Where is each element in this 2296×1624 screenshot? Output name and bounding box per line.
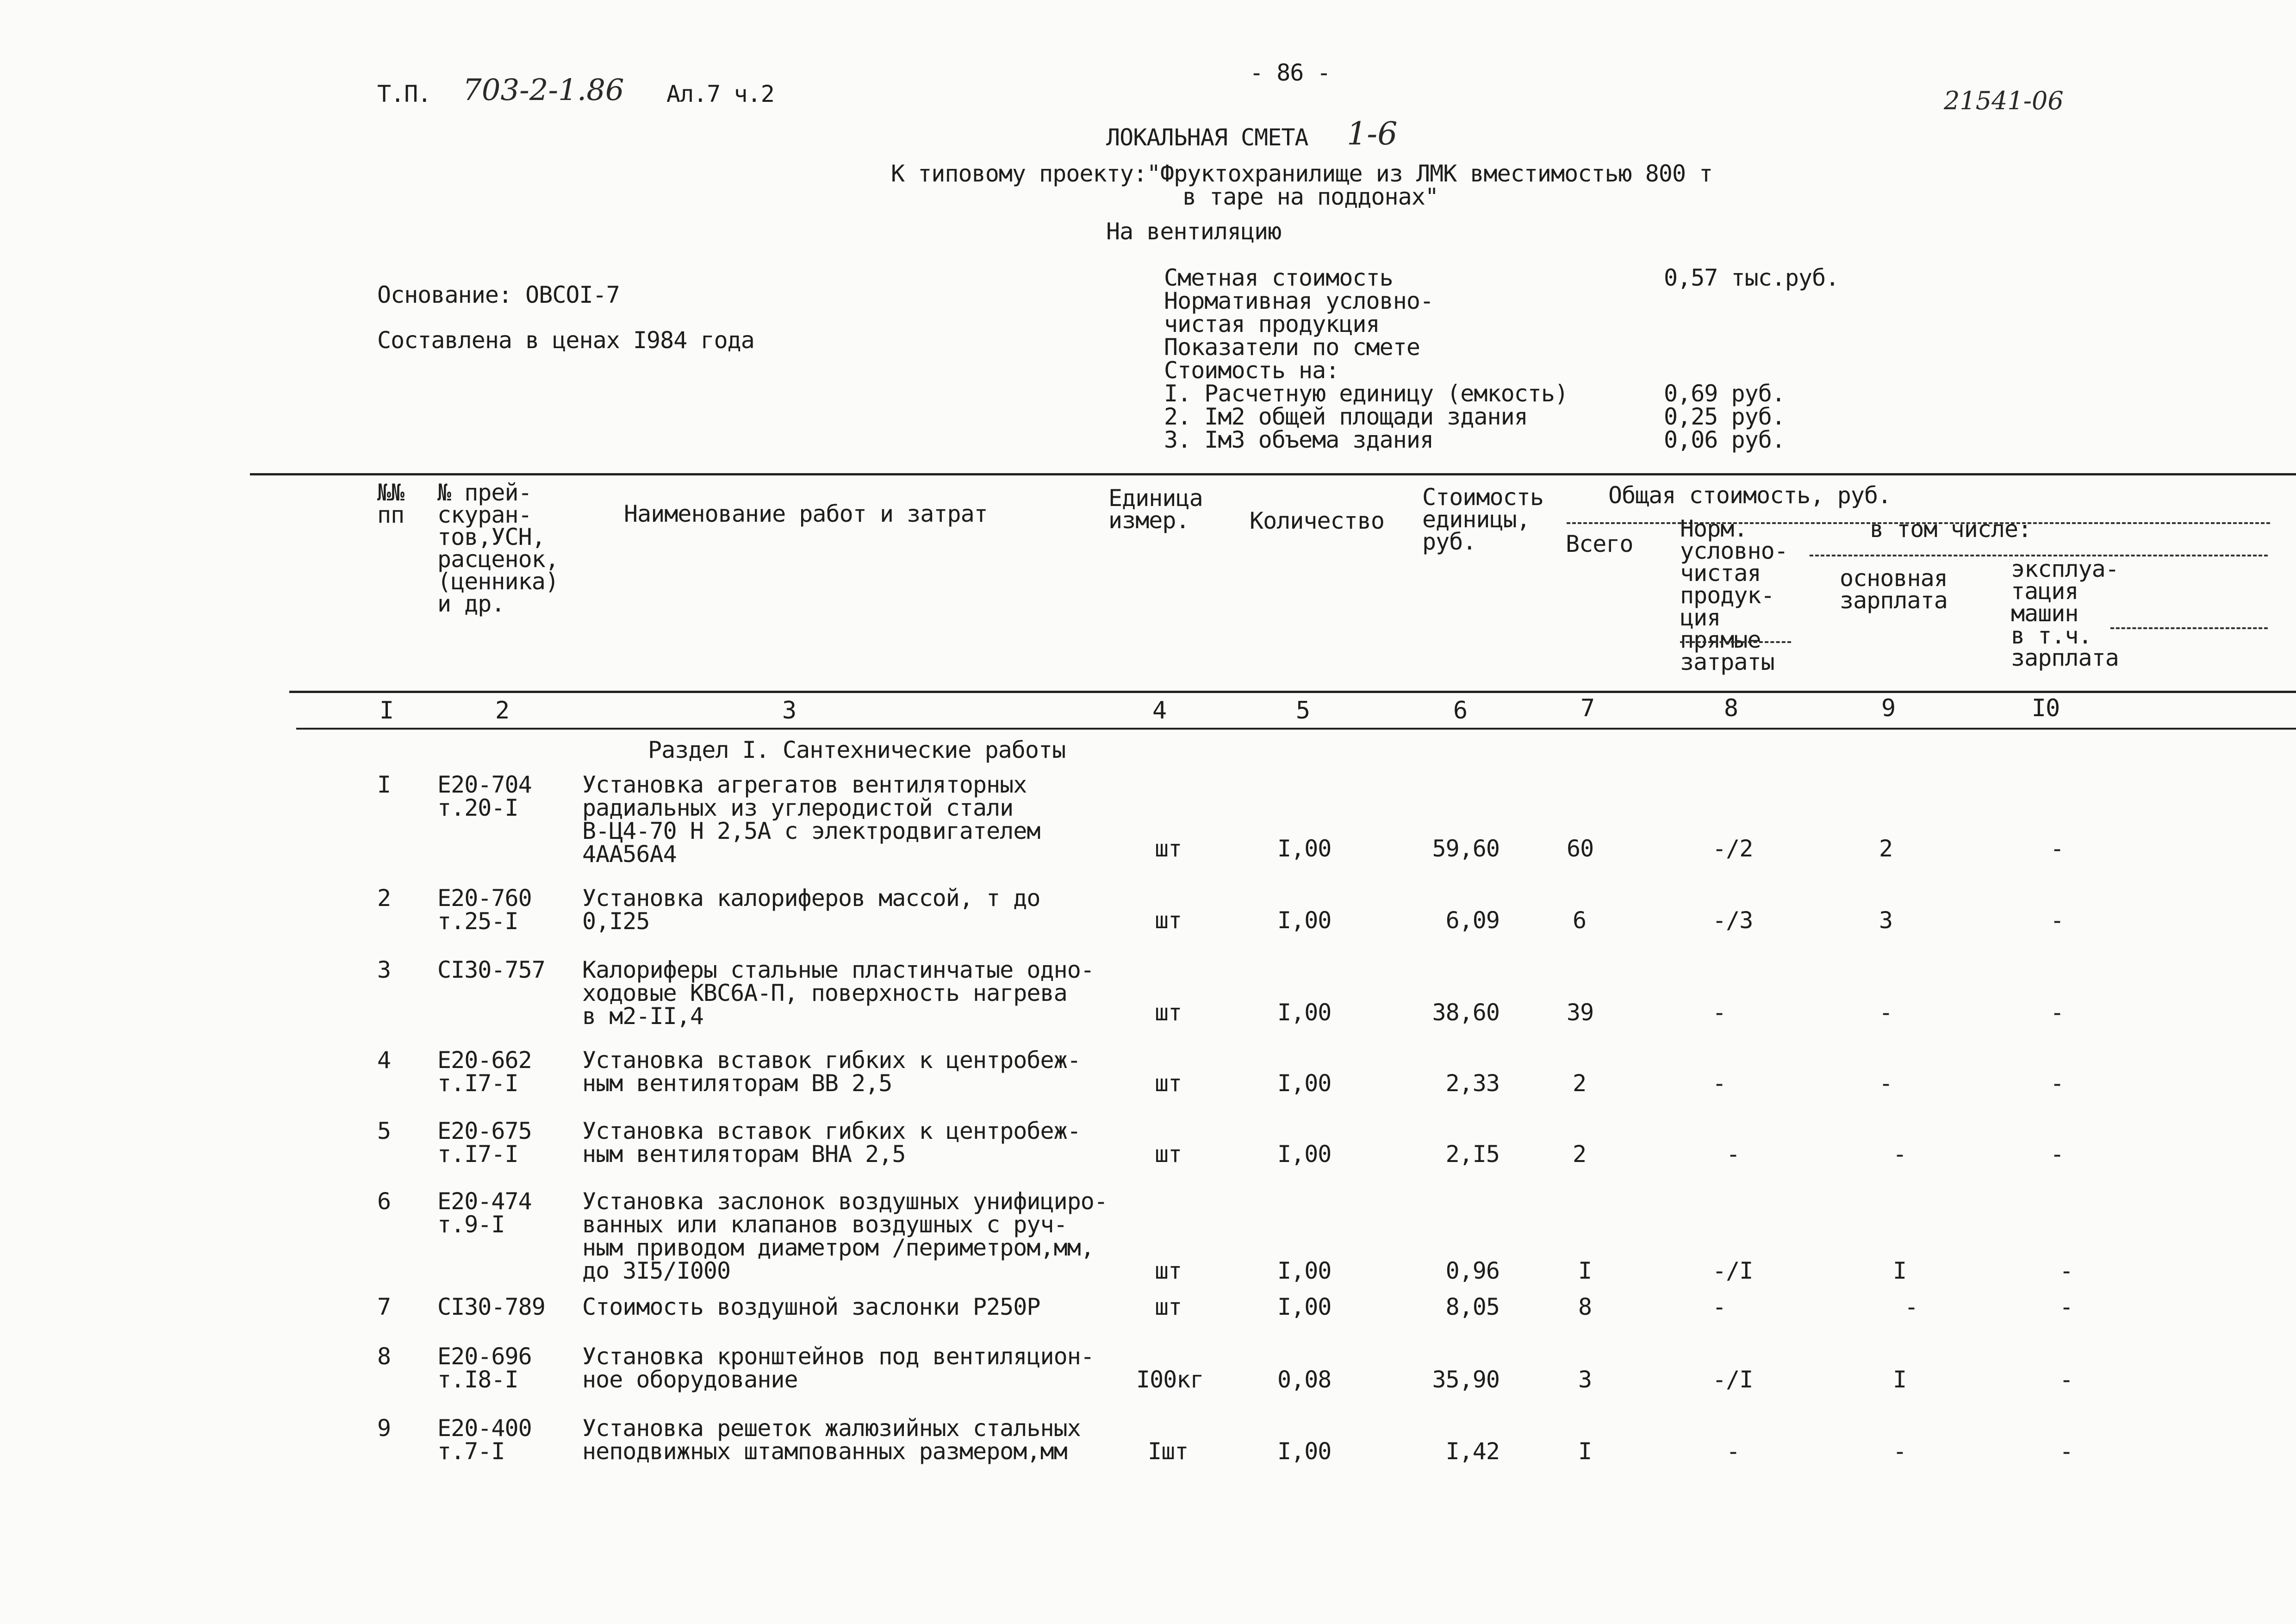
header-col-6: Стоимость единицы, руб.	[1422, 484, 1543, 555]
est-cost-value: 0,57 тыс.руб.	[1664, 264, 1839, 291]
row-qty: I,00	[1277, 835, 1332, 862]
prices-year: Составлена в ценах I984 года	[377, 327, 754, 354]
row-unit: шт	[1155, 907, 1182, 934]
table-top-rule	[250, 473, 2296, 475]
row-norm: -	[1712, 1293, 1726, 1320]
row-wage: I	[1893, 1257, 1907, 1284]
row-qty: I,00	[1277, 907, 1332, 934]
row-qty: I,00	[1277, 1141, 1332, 1168]
row-unit: шт	[1155, 999, 1182, 1026]
row-name: Установка кронштейнов под вентиляцион- ное оборудование	[582, 1343, 1094, 1393]
summary-item-2-value: 0,25 руб.	[1664, 403, 1785, 430]
row-wage: -	[1893, 1141, 1907, 1168]
header-incl: в том числе:	[1870, 516, 2032, 543]
row-wage: -	[1904, 1293, 1918, 1320]
row-wage: -	[1879, 1070, 1893, 1097]
row-qty: I,00	[1277, 1293, 1332, 1320]
row-code: СI30-789	[437, 1293, 545, 1320]
row-wage: I	[1893, 1366, 1907, 1393]
doc-number: 1-6	[1347, 116, 1398, 152]
colnum-2: 2	[495, 697, 510, 725]
norm-label-2: чистая продукция	[1164, 311, 1380, 337]
cost-per-label: Стоимость на:	[1164, 357, 1339, 384]
colnum-6: 6	[1453, 697, 1468, 725]
colnum-7: 7	[1580, 694, 1595, 722]
row-price: I,42	[1445, 1438, 1500, 1465]
row-total: 2	[1573, 1141, 1587, 1168]
row-number: I	[377, 771, 391, 798]
row-unit: шт	[1155, 835, 1182, 862]
row-unit: шт	[1155, 1293, 1182, 1320]
row-unit: шт	[1155, 1257, 1182, 1284]
row-mach: -	[2060, 1438, 2073, 1465]
row-wage: -	[1893, 1438, 1907, 1465]
row-total: I	[1578, 1257, 1592, 1284]
tp-prefix: Т.П.	[377, 81, 431, 107]
row-code: Е20-704 т.20-I	[437, 771, 532, 821]
row-total: 60	[1567, 835, 1594, 862]
summary-item-2-label: 2. Iм2 общей площади здания	[1164, 403, 1528, 430]
row-norm: -/2	[1712, 835, 1753, 862]
row-qty: 0,08	[1277, 1366, 1332, 1393]
row-code: Е20-760 т.25-I	[437, 885, 532, 935]
summary-item-1-label: I. Расчетную единицу (емкость)	[1164, 380, 1568, 407]
colnum-3: 3	[782, 697, 796, 725]
row-wage: 3	[1879, 907, 1893, 934]
row-total: 8	[1578, 1293, 1592, 1320]
row-price: 35,90	[1432, 1366, 1500, 1393]
row-unit: Iшт	[1148, 1438, 1188, 1465]
row-wage: -	[1879, 999, 1893, 1026]
colnum-10: I0	[2031, 694, 2060, 722]
project-line-2: в таре на поддонах"	[1182, 183, 1438, 210]
subject: На вентиляцию	[1106, 218, 1282, 245]
sheet-code: 21541-06	[1944, 86, 2064, 115]
row-total: 2	[1573, 1070, 1587, 1097]
row-norm: -	[1712, 999, 1726, 1026]
row-name: Установка калориферов массой, т до 0,I25	[582, 885, 1040, 935]
header-col-5: Количество	[1250, 507, 1385, 534]
row-number: 4	[377, 1047, 391, 1074]
row-unit: шт	[1155, 1141, 1182, 1168]
header-col-1: №№ пп	[377, 479, 404, 528]
row-qty: I,00	[1277, 1257, 1332, 1284]
row-unit: шт	[1155, 1070, 1182, 1097]
basis: Основание: ОВСОI-7	[377, 281, 620, 308]
colnum-8: 8	[1724, 694, 1738, 722]
indicators-label: Показатели по смете	[1164, 334, 1420, 361]
row-number: 2	[377, 885, 391, 912]
doc-title: ЛОКАЛЬНАЯ СМЕТА	[1106, 124, 1308, 151]
row-number: 8	[377, 1343, 391, 1370]
row-mach: -	[2060, 1257, 2073, 1284]
colnum-5: 5	[1295, 697, 1310, 725]
colnum-4: 4	[1152, 697, 1167, 725]
row-name: Калориферы стальные пластинчатые одно- ходовые КВС6А-П, поверхность нагрева в м2-II,4	[582, 956, 1094, 1030]
row-name: Стоимость воздушной заслонки Р250Р	[582, 1293, 1040, 1320]
header-bottom-rule	[289, 691, 2296, 693]
album-label: Ал.7 ч.2	[666, 81, 774, 107]
row-number: 3	[377, 956, 391, 983]
tp-number: 703-2-1.86	[463, 73, 624, 107]
row-code: Е20-662 т.I7-I	[437, 1047, 532, 1097]
summary-item-3-value: 0,06 руб.	[1664, 426, 1785, 453]
row-total: I	[1578, 1438, 1592, 1465]
page-number: - 86 -	[1250, 59, 1331, 86]
row-name: Установка агрегатов вентиляторных радиальных из углеродистой стали В-Ц4-70 Н 2,5А с электродвигателем 4АА56А4	[582, 771, 1040, 868]
header-col-9: основная зарплата	[1840, 565, 1948, 614]
header-norm-rule	[1680, 641, 1791, 643]
header-col-4: Единица измер.	[1108, 485, 1203, 534]
summary-item-1-value: 0,69 руб.	[1664, 380, 1785, 407]
row-price: 0,96	[1445, 1257, 1500, 1284]
header-col-2: № прей- скуран- тов,УСН, расценок, (ценника) и др.	[437, 479, 559, 617]
section-title: Раздел I. Сантехнические работы	[648, 737, 1066, 763]
header-col-7: Всего	[1566, 531, 1633, 557]
row-name: Установка вставок гибких к центробеж- ным вентиляторам ВНА 2,5	[582, 1118, 1081, 1168]
row-mach: -	[2050, 907, 2064, 934]
colnum-9: 9	[1881, 694, 1896, 722]
row-norm: -	[1712, 1070, 1726, 1097]
row-code: Е20-675 т.I7-I	[437, 1118, 532, 1168]
row-number: 9	[377, 1415, 391, 1442]
row-price: 2,33	[1445, 1070, 1500, 1097]
row-code: СI30-757	[437, 956, 545, 983]
row-mach: -	[2050, 999, 2064, 1026]
row-norm: -	[1726, 1438, 1740, 1465]
row-price: 2,I5	[1445, 1141, 1500, 1168]
row-norm: -	[1726, 1141, 1740, 1168]
row-code: Е20-400 т.7-I	[437, 1415, 532, 1465]
header-col-3: Наименование работ и затрат	[624, 500, 988, 527]
row-number: 7	[377, 1293, 391, 1320]
row-price: 6,09	[1445, 907, 1500, 934]
row-price: 8,05	[1445, 1293, 1500, 1320]
row-code: Е20-474 т.9-I	[437, 1188, 532, 1238]
row-mach: -	[2050, 1141, 2064, 1168]
row-total: 39	[1567, 999, 1594, 1026]
header-mach-rule	[2110, 627, 2268, 629]
row-unit: I00кг	[1136, 1366, 1204, 1393]
row-number: 5	[377, 1118, 391, 1144]
summary-item-3-label: 3. Iм3 объема здания	[1164, 426, 1434, 453]
row-qty: I,00	[1277, 999, 1332, 1026]
project-line-1: К типовому проекту:"Фруктохранилище из ЛМК вместимостью 800 т	[891, 160, 1713, 187]
row-norm: -/I	[1712, 1257, 1753, 1284]
row-mach: -	[2050, 1070, 2064, 1097]
row-name: Установка заслонок воздушных унифициро- ванных или клапанов воздушных с руч- ным приводом диаметром /периметром,мм, до 3I5/I000	[582, 1188, 1108, 1284]
row-code: Е20-696 т.I8-I	[437, 1343, 532, 1393]
row-norm: -/3	[1712, 907, 1753, 934]
row-total: 6	[1573, 907, 1587, 934]
row-mach: -	[2050, 835, 2064, 862]
norm-label-1: Нормативная условно-	[1164, 287, 1434, 314]
row-price: 59,60	[1432, 835, 1500, 862]
row-qty: I,00	[1277, 1070, 1332, 1097]
row-mach: -	[2060, 1366, 2073, 1393]
row-wage: 2	[1879, 835, 1893, 862]
header-col-10: эксплуа- тация машин в т.ч. зарплата	[2011, 556, 2119, 671]
row-qty: I,00	[1277, 1438, 1332, 1465]
row-name: Установка вставок гибких к центробеж- ным вентиляторам ВВ 2,5	[582, 1047, 1081, 1097]
colnum-1: I	[379, 697, 394, 725]
row-name: Установка решеток жалюзийных стальных неподвижных штампованных размером,мм	[582, 1415, 1081, 1465]
row-total: 3	[1578, 1366, 1592, 1393]
row-number: 6	[377, 1188, 391, 1215]
est-cost-label: Сметная стоимость	[1164, 264, 1393, 291]
row-mach: -	[2060, 1293, 2073, 1320]
row-price: 38,60	[1432, 999, 1500, 1026]
header-col-8: Норм. условно- чистая продук- ция прямые затраты	[1680, 515, 1788, 675]
colnum-bottom-rule	[296, 728, 2296, 730]
header-total-group: Общая стоимость, руб.	[1608, 482, 1892, 509]
row-norm: -/I	[1712, 1366, 1753, 1393]
